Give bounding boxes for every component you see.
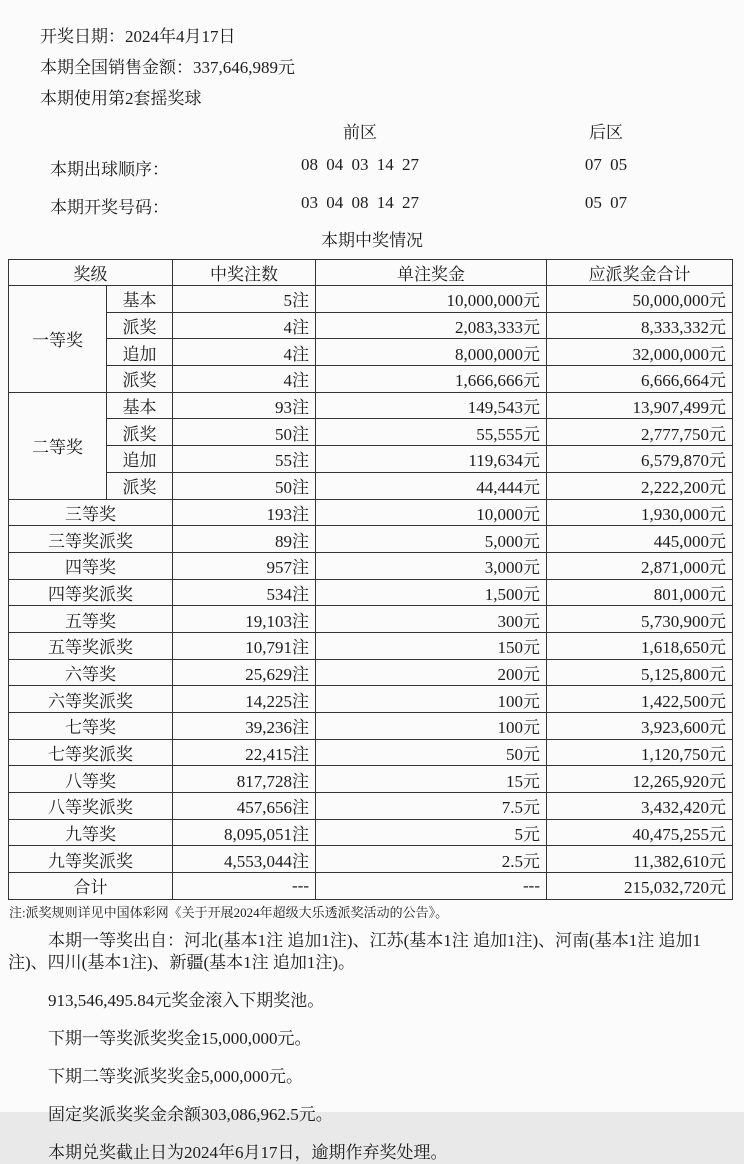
prize-cell: 200元 xyxy=(316,659,547,686)
prize-cell: 2,083,333元 xyxy=(316,312,547,339)
total-cell: 3,923,600元 xyxy=(547,713,733,740)
count-cell: 93注 xyxy=(173,392,316,419)
table-row xyxy=(9,499,733,526)
group-cell: 一等奖 xyxy=(9,286,107,393)
total-cell: 2,777,750元 xyxy=(547,419,733,446)
col-header-bet-count: 中奖注数 xyxy=(173,260,316,286)
prize-cell: 1,500元 xyxy=(316,579,547,606)
prize-cell: 10,000元 xyxy=(316,499,547,526)
total-cell: 1,618,650元 xyxy=(547,632,733,659)
count-cell: 50注 xyxy=(173,472,316,499)
prize-cell: 55,555元 xyxy=(316,419,547,446)
prize-cell: 44,444元 xyxy=(316,472,547,499)
prize-table-title: 本期中奖情况 xyxy=(321,231,423,250)
total-cell: 801,000元 xyxy=(547,579,733,606)
sub-type-cell: 派奖 xyxy=(107,472,173,499)
count-cell: 22,415注 xyxy=(173,739,316,766)
prize-cell: 2.5元 xyxy=(316,846,547,873)
total-cell: 3,432,420元 xyxy=(547,793,733,820)
col-header-total-payout: 应派奖金合计 xyxy=(547,260,733,286)
total-cell: 2,222,200元 xyxy=(547,472,733,499)
prize-cell: 7.5元 xyxy=(316,793,547,820)
level-cell: 九等奖 xyxy=(9,819,173,846)
prize-cell: 1,666,666元 xyxy=(316,366,547,393)
level-cell: 三等奖 xyxy=(9,499,173,526)
total-cell: 5,730,900元 xyxy=(547,606,733,633)
draw-order-front-numbers: 08 04 03 14 27 xyxy=(301,155,419,174)
zone-labels-row xyxy=(0,116,744,144)
col-header-prize-level: 奖级 xyxy=(9,260,173,286)
total-cell: 40,475,255元 xyxy=(547,819,733,846)
fixed-prize-bonus-balance-paragraph: 固定奖派奖奖金余额303,086,962.5元。 xyxy=(48,1104,333,1124)
table-row xyxy=(9,392,733,419)
next-first-prize-bonus-paragraph: 下期一等奖派奖奖金15,000,000元。 xyxy=(48,1028,312,1048)
col-header-single-prize: 单注奖金 xyxy=(316,260,547,286)
table-row xyxy=(9,339,733,366)
table-row xyxy=(9,419,733,446)
prize-cell: 119,634元 xyxy=(316,446,547,473)
count-cell: 89注 xyxy=(173,526,316,553)
count-cell: 4,553,044注 xyxy=(173,846,316,873)
winning-numbers-back: 05 07 xyxy=(584,193,628,212)
level-cell: 六等奖 xyxy=(9,659,173,686)
table-row xyxy=(9,686,733,713)
count-cell: 817,728注 xyxy=(173,766,316,793)
total-cell: 6,579,870元 xyxy=(547,446,733,473)
count-cell: 25,629注 xyxy=(173,659,316,686)
total-cell: 50,000,000元 xyxy=(547,286,733,313)
total-cell: 215,032,720元 xyxy=(547,873,733,900)
sub-type-cell: 派奖 xyxy=(107,366,173,393)
total-cell: 2,871,000元 xyxy=(547,552,733,579)
count-cell: 4注 xyxy=(173,366,316,393)
level-cell: 四等奖 xyxy=(9,552,173,579)
table-row xyxy=(9,713,733,740)
next-second-prize-bonus-paragraph: 下期二等奖派奖奖金5,000,000元。 xyxy=(48,1066,303,1086)
winning-numbers-front: 03 04 08 14 27 xyxy=(301,193,419,212)
count-cell: 957注 xyxy=(173,552,316,579)
prize-table xyxy=(8,259,733,900)
level-cell: 四等奖派奖 xyxy=(9,579,173,606)
sub-type-cell: 追加 xyxy=(107,339,173,366)
front-zone-label: 前区 xyxy=(343,123,377,142)
table-row xyxy=(9,846,733,873)
count-cell: 8,095,051注 xyxy=(173,819,316,846)
table-row xyxy=(9,472,733,499)
prize-cell: 300元 xyxy=(316,606,547,633)
sub-type-cell: 派奖 xyxy=(107,312,173,339)
level-cell: 五等奖 xyxy=(9,606,173,633)
count-cell: 534注 xyxy=(173,579,316,606)
prize-cell: 100元 xyxy=(316,686,547,713)
total-cell: 6,666,664元 xyxy=(547,366,733,393)
count-cell: 4注 xyxy=(173,312,316,339)
count-cell: 50注 xyxy=(173,419,316,446)
draw-date-line: 开奖日期：2024年4月17日 xyxy=(40,27,236,46)
level-cell: 八等奖派奖 xyxy=(9,793,173,820)
sub-type-cell: 追加 xyxy=(107,446,173,473)
draw-order-label: 本期出球顺序： xyxy=(50,160,169,179)
count-cell: --- xyxy=(173,873,316,900)
count-cell: 4注 xyxy=(173,339,316,366)
prize-cell: 3,000元 xyxy=(316,552,547,579)
table-row xyxy=(9,766,733,793)
first-prize-provinces-paragraph: 本期一等奖出自：河北(基本1注 追加1注)、江苏(基本1注 追加1注)、河南(基本1注 追加1注)、四川(基本1注)、新疆(基本1注 追加1注)。 xyxy=(8,930,702,972)
winning-numbers-label: 本期开奖号码： xyxy=(50,198,169,217)
table-row xyxy=(9,632,733,659)
rollover-jackpot-paragraph: 913,546,495.84元奖金滚入下期奖池。 xyxy=(48,990,325,1010)
table-row xyxy=(9,312,733,339)
table-row xyxy=(9,819,733,846)
payout-rule-note: 注:派奖规则详见中国体彩网《关于开展2024年超级大乐透派奖活动的公告》。 xyxy=(9,904,449,920)
table-row xyxy=(9,526,733,553)
table-row xyxy=(9,286,733,313)
total-cell: 5,125,800元 xyxy=(547,659,733,686)
ball-set-line: 本期使用第2套摇奖球 xyxy=(40,89,202,108)
total-cell: 32,000,000元 xyxy=(547,339,733,366)
level-cell: 六等奖派奖 xyxy=(9,686,173,713)
redeem-deadline-paragraph: 本期兑奖截止日为2024年6月17日，逾期作弃奖处理。 xyxy=(48,1142,448,1162)
count-cell: 5注 xyxy=(173,286,316,313)
prize-cell: --- xyxy=(316,873,547,900)
level-cell: 五等奖派奖 xyxy=(9,632,173,659)
table-row xyxy=(9,366,733,393)
total-cell: 13,907,499元 xyxy=(547,392,733,419)
table-row xyxy=(9,552,733,579)
count-cell: 39,236注 xyxy=(173,713,316,740)
count-cell: 457,656注 xyxy=(173,793,316,820)
level-cell: 七等奖 xyxy=(9,713,173,740)
count-cell: 55注 xyxy=(173,446,316,473)
total-cell: 1,422,500元 xyxy=(547,686,733,713)
table-row xyxy=(9,446,733,473)
table-row xyxy=(9,659,733,686)
table-row xyxy=(9,606,733,633)
prize-cell: 15元 xyxy=(316,766,547,793)
level-cell: 九等奖派奖 xyxy=(9,846,173,873)
count-cell: 14,225注 xyxy=(173,686,316,713)
prize-cell: 149,543元 xyxy=(316,392,547,419)
winning-numbers-row xyxy=(0,182,744,220)
draw-order-back-numbers: 07 05 xyxy=(584,155,628,174)
level-cell: 八等奖 xyxy=(9,766,173,793)
table-row xyxy=(9,739,733,766)
sub-type-cell: 基本 xyxy=(107,286,173,313)
sales-amount-line: 本期全国销售金额：337,646,989元 xyxy=(40,58,295,77)
total-cell: 1,120,750元 xyxy=(547,739,733,766)
prize-cell: 10,000,000元 xyxy=(316,286,547,313)
total-cell: 11,382,610元 xyxy=(547,846,733,873)
prize-cell: 5,000元 xyxy=(316,526,547,553)
total-cell: 12,265,920元 xyxy=(547,766,733,793)
sub-type-cell: 派奖 xyxy=(107,419,173,446)
prize-cell: 150元 xyxy=(316,632,547,659)
prize-cell: 50元 xyxy=(316,739,547,766)
level-cell: 七等奖派奖 xyxy=(9,739,173,766)
draw-order-row xyxy=(0,144,744,182)
count-cell: 193注 xyxy=(173,499,316,526)
back-zone-label: 后区 xyxy=(589,123,623,142)
total-cell: 1,930,000元 xyxy=(547,499,733,526)
total-cell: 8,333,332元 xyxy=(547,312,733,339)
prize-cell: 100元 xyxy=(316,713,547,740)
table-row xyxy=(9,793,733,820)
count-cell: 10,791注 xyxy=(173,632,316,659)
level-cell: 三等奖派奖 xyxy=(9,526,173,553)
count-cell: 19,103注 xyxy=(173,606,316,633)
total-label-cell: 合计 xyxy=(9,873,173,900)
sub-type-cell: 基本 xyxy=(107,392,173,419)
table-header-row xyxy=(9,260,733,286)
group-cell: 二等奖 xyxy=(9,392,107,499)
total-cell: 445,000元 xyxy=(547,526,733,553)
prize-cell: 5元 xyxy=(316,819,547,846)
prize-cell: 8,000,000元 xyxy=(316,339,547,366)
table-total-row xyxy=(9,873,733,900)
header-info xyxy=(0,0,744,114)
table-row xyxy=(9,579,733,606)
